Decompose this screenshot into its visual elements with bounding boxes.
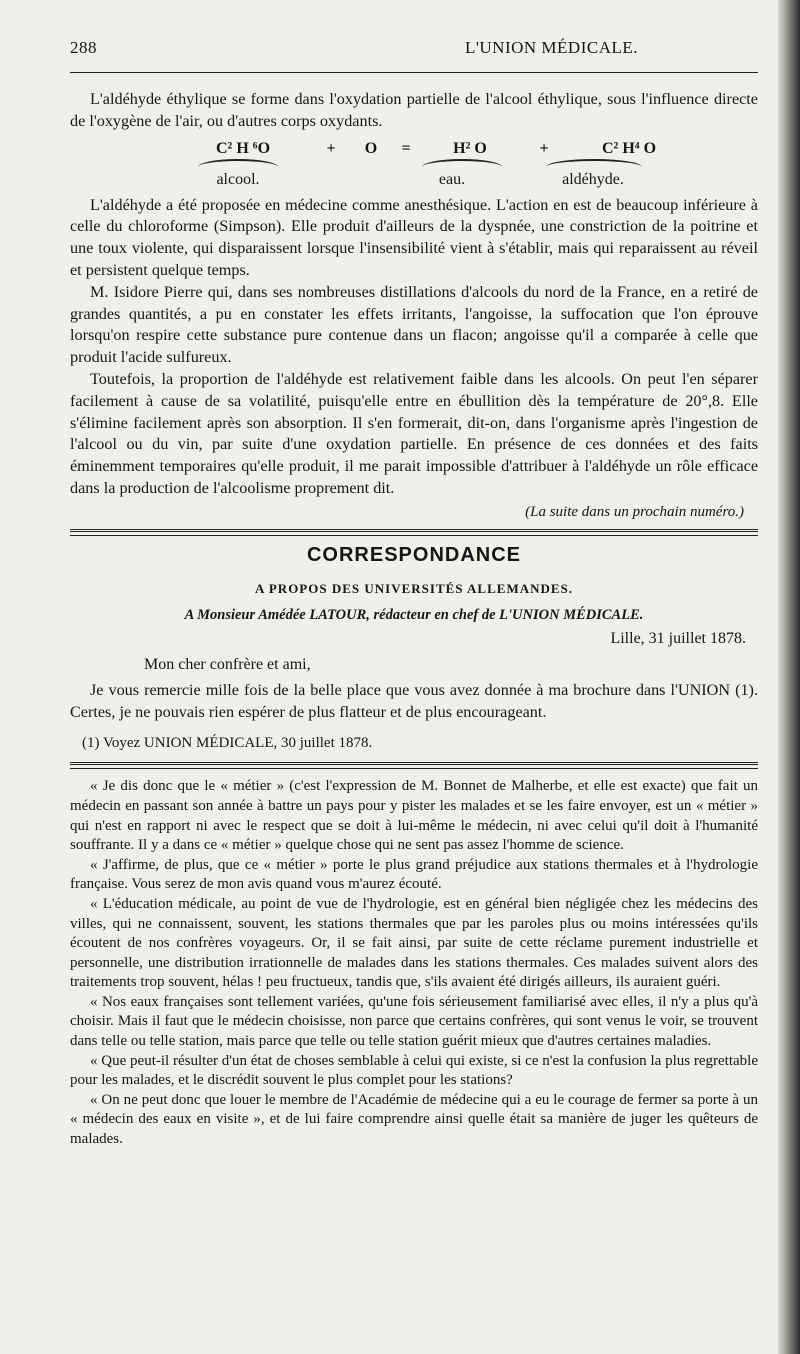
page-number: 288 [70,38,97,57]
formula-term-alcool: C² H ⁶O [215,139,271,157]
formula-term-oxygen: O [364,139,378,157]
formula-plus-1: + [326,139,336,157]
quoted-passage [70,777,758,1149]
section-divider [70,529,758,536]
quote-paragraph: « Nos eaux françaises sont tellement variées, qu'une fois sérieusement familiarisé avec elles, il n'y a plus qu'à choisir. Mais il faut que le médecin choisisse, non parce que certains confrères, qui sont venus le voir, se trouvent dans telle ou telle station, mais parce que telle ou telle station guérit mieux que d'autres certaines maladies. [70,993,758,1050]
formula-term-aldehyde: C² H⁴ O [601,139,657,157]
letter-salutation: Mon cher confrère et ami, [144,655,311,673]
paragraph-anesthesia: L'aldéhyde a été proposée en médecine comme anesthésique. L'action en est de beaucoup inférieure à celle du chloroforme (Simpson). Elle produit d'ailleurs de la dyspnée, une constriction de la poitrine et une toux violente, qui disparaissent lorsque l'insensibilité vient à s'établir, mais qui reparaissent au réveil et persistent quelque temps. [70,195,758,279]
formula-equals: = [401,139,411,157]
quote-paragraph: « On ne peut donc que louer le membre de l'Académie de médecine qui a eu le courage de fermer sa porte à un « médecin des eaux en visite », et de lui faire comprendre ainsi quelle était sa manière de juger les quêteurs de malades. [70,1091,758,1148]
letter-dateline: Lille, 31 juillet 1878. [610,629,746,647]
brace-aldehyde [546,159,642,167]
letter-paragraph-thanks: Je vous remercie mille fois de la belle place que vous avez donnée à ma brochure dans l'UNION (1). Certes, je ne pouvais rien espérer de plus flatteur et de plus encourageant. [70,680,758,721]
quote-paragraph: « L'éducation médicale, au point de vue de l'hydrologie, est en général bien négligée chez les médecins des villes, qui ne connaissent, souvent, les stations thermales que par les paroles plus ou moins intéressées qu'ils écoutent de nos confrères voyageurs. Or, il se fait ainsi, par suite de cette réclame purement industrielle et personnelle, une distribution irrationnelle de malades dans les stations thermales. Ces malades suivent alors des traitements trop souvent, hélas ! peu fructueux, tandis que, s'ils avaient été dirigés ailleurs, ils auraient guéri. [70,895,758,991]
header-rule [70,72,758,73]
brace-eau [422,159,502,167]
footnote: (1) Voyez UNION MÉDICALE, 30 juillet 1878. [82,735,373,752]
quote-divider [70,762,758,769]
label-aldehyde: aldéhyde. [562,170,624,188]
label-eau: eau. [438,170,466,188]
quote-paragraph: « J'affirme, de plus, que ce « métier » porte le plus grand préjudice aux stations thermales et à l'hydrologie française. Vous serez de mon avis quand vous m'aurez écouté. [70,856,758,893]
formula-plus-2: + [539,139,549,157]
running-header [70,38,758,66]
quote-paragraph: « Je dis donc que le « métier » (c'est l'expression de M. Bonnet de Malherbe, et elle est exacte) que fait un médecin en passant son année à battre un pays pour y pister les malades et se les faire envoyer, est un « métier » qui n'est en rapport ni avec le respect que se doit à lui-même le médecin, ni avec celui qu'il doit à l'humanité souffrante. Il y a dans ce « métier » quelque chose qui ne sent pas assez l'homme de science. [70,778,758,854]
formula-labels [70,169,758,191]
formula-braces [70,159,758,169]
quote-paragraph: « Que peut-il résulter d'un état de choses semblable à celui qui existe, si ce n'est la confusion la plus regrettable pour les malades, et le discrédit souvent le plus complet pour les stations? [70,1052,758,1089]
document-page [70,38,758,1150]
paragraph-isidore-pierre: M. Isidore Pierre qui, dans ses nombreuses distillations d'alcools du nord de la France, en a retiré de grandes quantités, a pu en constater les effets irritants, l'angoisse, la suffocation que l'on éprouve lorsqu'on respire cette substance pure contenue dans un flacon; angoisse qu'il a comparée à celle que produit l'acide sulfureux. [70,282,758,367]
continued-notice: (La suite dans un prochain numéro.) [525,503,744,520]
section-title: CORRESPONDANCE [306,543,522,566]
article-subhead: A PROPOS DES UNIVERSITÉS ALLEMANDES. [254,580,574,596]
page-edge-shadow [778,0,800,1354]
formula-term-eau: H² O [453,139,487,157]
journal-title: L'UNION MÉDICALE. [464,38,638,57]
paragraph-aldehyde-formation: L'aldéhyde éthylique se forme dans l'oxydation partielle de l'alcool éthylique, sous l'influence directe de l'oxygène de l'air, ou d'autres corps oxydants. [70,90,758,130]
letter-addressee: A Monsieur Amédée LATOUR, rédacteur en chef de L'UNION MÉDICALE. [184,606,644,623]
brace-alcool [198,159,278,167]
label-alcool: alcool. [216,170,260,188]
chemical-equation [70,137,758,161]
paragraph-proportion: Toutefois, la proportion de l'aldéhyde est relativement faible dans les alcools. On peut l'en séparer facilement à cause de sa volatilité, puisqu'elle entre en ébullition dès la température de 20°,8. Elle s'élimine facilement après son absorption. Il s'en formerait, dit-on, dans l'organisme après l'ingestion de l'alcool ou du vin, par suite d'une oxydation partielle. En présence de ces données et des faits éminemment temporaires qu'elle produit, il me parait impossible d'attribuer à l'aldéhyde un rôle efficace dans la production de l'alcoolisme proprement dit. [70,369,758,497]
